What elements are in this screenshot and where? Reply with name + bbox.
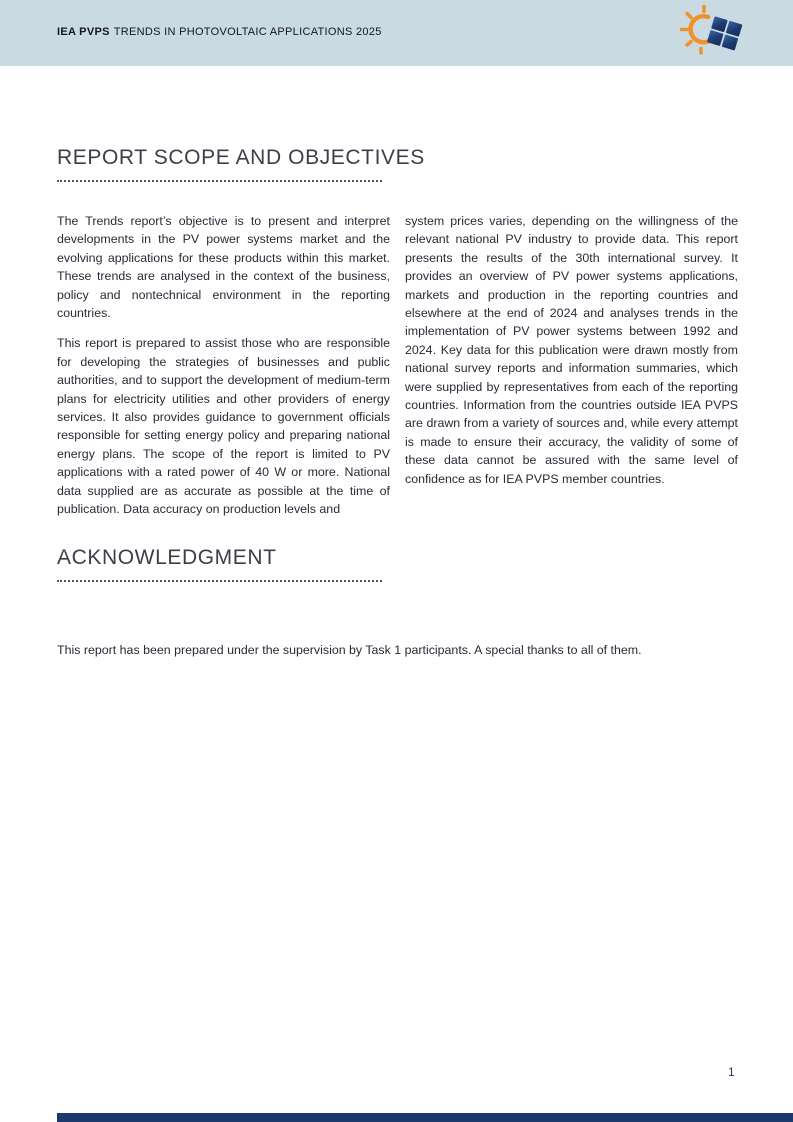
scope-text-columns (57, 212, 738, 531)
paragraph: The Trends report’s objective is to present and interpret developments in the PV power systems market and the evolving applications for these products within this market. These trends are analysed in the context of the business, policy and nontechnical environment in the reporting countries. (57, 214, 390, 321)
section-title-scope: REPORT SCOPE AND OBJECTIVES (57, 146, 425, 169)
text-column-right (405, 212, 738, 531)
running-title: TRENDS IN PHOTOVOLTAIC APPLICATIONS 2025 (113, 26, 382, 38)
page-number: 1 (728, 1065, 735, 1079)
section-title-acknowledgment: ACKNOWLEDGMENT (57, 546, 277, 569)
paragraph: system prices varies, depending on the willingness of the relevant national PV industry to provide data. This report presents the results of the 30th international survey. It provides an overview of PV power systems applications, markets and production in the reporting countries and elsewhere at the end of 2024 and analyses trends in the implementation of PV power systems between 1992 and 2024. Key data for this publication were drawn mostly from national survey reports and information summaries, which were supplied by representatives from each of the reporting countries. Information from the countries outside IEA PVPS are drawn from a variety of sources and, while every attempt is made to ensure their accuracy, the validity of some of these data cannot be assured with the same level of confidence as for IEA PVPS member countries. (405, 214, 738, 486)
dotted-divider (57, 180, 382, 182)
solar-panel-icon (707, 16, 743, 50)
text-column-left (57, 212, 390, 531)
acknowledgment-text: This report has been prepared under the supervision by Task 1 participants. A special thanks to all of them. (57, 643, 642, 657)
dotted-divider (57, 580, 382, 582)
iea-pvps-logo (680, 5, 744, 63)
running-header (57, 26, 382, 38)
sun-icon (682, 7, 712, 54)
page-header (0, 0, 793, 66)
footer-bar (57, 1113, 793, 1122)
brand-name: IEA PVPS (57, 26, 110, 38)
paragraph: This report is prepared to assist those who are responsible for developing the strategies of businesses and public authorities, and to support the development of medium-term plans for electricity utilities and other providers of energy services. It also provides guidance to government officials responsible for setting energy policy and preparing national energy plans. The scope of the report is limited to PV applications with a rated power of 40 W or more. National data supplied are as accurate as possible at the time of publication. Data accuracy on production levels and (57, 336, 390, 517)
